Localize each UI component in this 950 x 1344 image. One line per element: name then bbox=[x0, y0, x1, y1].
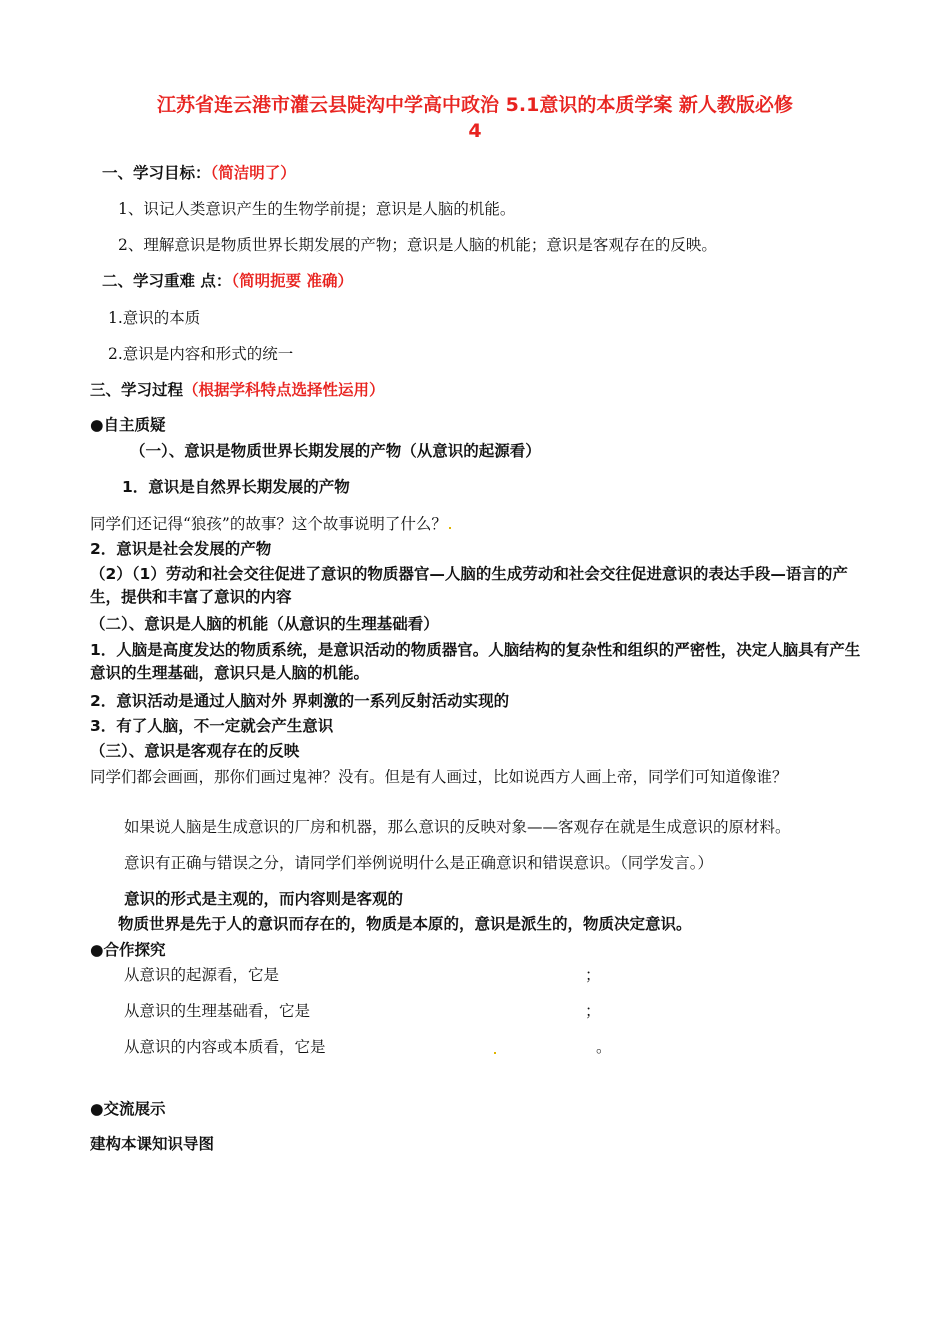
process-heading-row bbox=[90, 380, 385, 400]
paragraph-brain: 1．人脑是高度发达的物质系统，是意识活动的物质器官。人脑结构的复杂性和组织的严密性，决定人脑具有产生意识的生理基础，意识只是人脑的机能。 bbox=[90, 641, 861, 682]
section-2-heading: （二）、意识是人脑的机能（从意识的生理基础看） bbox=[90, 615, 439, 633]
stray-mark bbox=[494, 1052, 496, 1054]
keypoint-item-2: 2.意识是内容和形式的统一 bbox=[108, 345, 294, 363]
keypoints-heading-row bbox=[102, 271, 353, 291]
goals-note: （简洁明了） bbox=[210, 164, 296, 182]
document-title-line2: 4 bbox=[468, 120, 482, 142]
process-heading: 三、学习过程 bbox=[90, 381, 184, 399]
fill-physiology-prompt: 从意识的生理基础看，它是 bbox=[124, 1002, 311, 1020]
text-material-first: 物质世界是先于人的意识而存在的，物质是本原的，意识是派生的，物质决定意识。 bbox=[118, 915, 692, 933]
stray-mark bbox=[449, 527, 451, 529]
text-factory-analogy: 如果说人脑是生成意识的厂房和机器，那么意识的反映对象——客观存在就是生成意识的原材料。 bbox=[124, 818, 791, 836]
goals-heading-row bbox=[102, 163, 296, 183]
section-1-heading: （一）、意识是物质世界长期发展的产物（从意识的起源看） bbox=[130, 442, 541, 460]
item-brain-not-enough: 3．有了人脑，不一定就会产生意识 bbox=[90, 717, 334, 735]
exchange-heading: ●交流展示 bbox=[90, 1100, 166, 1118]
section-3-heading: （三）、意识是客观存在的反映 bbox=[90, 742, 300, 760]
fill-origin-end: ； bbox=[585, 966, 601, 984]
question-wolf-child-row bbox=[90, 514, 451, 534]
keypoints-heading: 二、学习重难 点： bbox=[102, 272, 232, 290]
process-note: （根据学科特点选择性运用） bbox=[183, 381, 385, 399]
fill-content-end: 。 bbox=[596, 1038, 612, 1056]
fill-content-prompt: 从意识的内容或本质看，它是 bbox=[124, 1038, 326, 1056]
keypoint-item-1: 1.意识的本质 bbox=[108, 309, 201, 327]
goals-heading: 一、学习目标： bbox=[102, 164, 211, 182]
goal-item-2: 2、理解意识是物质世界长期发展的产物；意识是人脑的机能；意识是客观存在的反映。 bbox=[118, 236, 717, 254]
self-study-heading: ●自主质疑 bbox=[90, 416, 166, 434]
document-title-line1: 江苏省连云港市灌云县陡沟中学高中政治 5.1意识的本质学案 新人教版必修 bbox=[157, 94, 793, 116]
item-reflex: 2．意识活动是通过人脑对外 界刺激的一系列反射活动实现的 bbox=[90, 692, 510, 710]
goal-item-1: 1、识记人类意识产生的生物学前提；意识是人脑的机能。 bbox=[118, 200, 516, 218]
fill-origin-prompt: 从意识的起源看，它是 bbox=[124, 966, 280, 984]
knowledge-map-heading: 建构本课知识导图 bbox=[90, 1135, 215, 1153]
paragraph-labour: （2）（1）劳动和社会交往促进了意识的物质器官—人脑的生成劳动和社会交往促进意识的表达手段—语言的产生，提供和丰富了意识的内容 bbox=[90, 565, 848, 606]
cooperation-heading: ●合作探究 bbox=[90, 941, 166, 959]
item-nature-product: 1．意识是自然界长期发展的产物 bbox=[122, 478, 350, 496]
keypoints-note: （简明扼要 准确） bbox=[231, 272, 354, 290]
text-form-content: 意识的形式是主观的，而内容则是客观的 bbox=[124, 890, 404, 908]
text-right-wrong: 意识有正确与错误之分，请同学们举例说明什么是正确意识和错误意识。（同学发言。） bbox=[124, 854, 714, 872]
fill-physiology-end: ； bbox=[585, 1002, 601, 1020]
item-social-product: 2．意识是社会发展的产物 bbox=[90, 540, 272, 558]
question-drawing: 同学们都会画画，那你们画过鬼神？没有。但是有人画过，比如说西方人画上帝，同学们可知道像谁？ bbox=[90, 768, 788, 786]
question-wolf-child: 同学们还记得“狼孩”的故事？这个故事说明了什么？ bbox=[90, 515, 447, 533]
